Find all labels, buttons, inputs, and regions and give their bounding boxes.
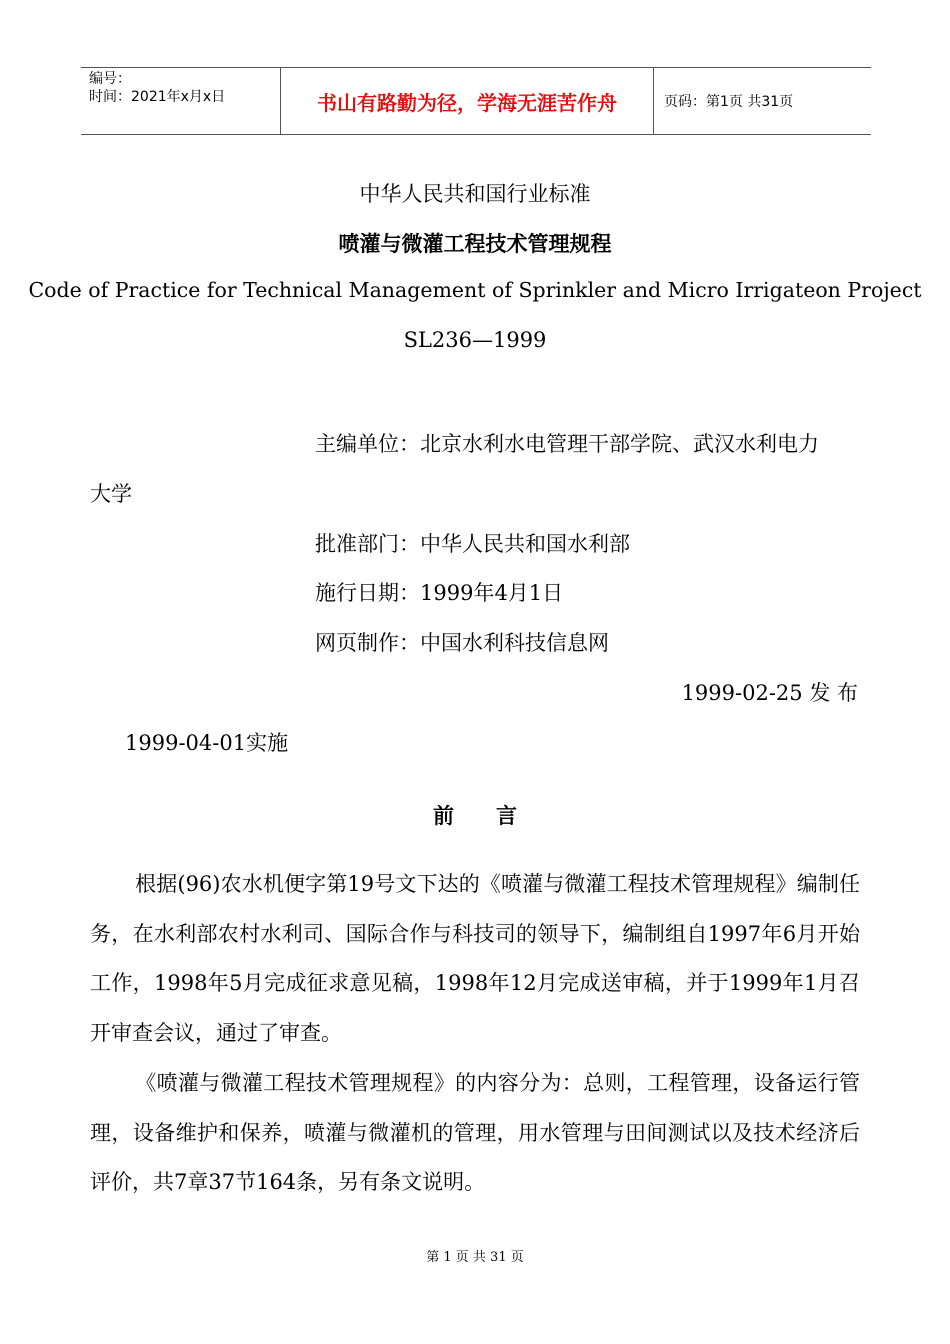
document-title: 喷灌与微灌工程技术管理规程 [338, 231, 612, 256]
publish-date: 1999-02-25 发 布 [681, 681, 858, 705]
effective-date-line: 施行日期：1999年4月1日 [315, 581, 564, 605]
preface-paragraph-1-text: 根据(96)农水机便字第19号文下达的《喷灌与微灌工程技术管理规程》编制任务，在水利部农村水利司、国际合作与科技司的领导下，编制组自1997年6月开始工作，1998年5月完成征求意见稿，1998年12月完成送审稿，并于1999年1月召开审查会议，通过了审查。 [90, 872, 860, 1045]
implement-date: 1999-04-01实施 [125, 731, 289, 755]
english-title: Code of Practice for Technical Management of Sprinkler and Micro Irrigateon Project [28, 278, 922, 302]
preface-heading: 前 言 [433, 803, 517, 828]
header-page-label: 页码：第1页 共31页 [664, 94, 794, 110]
number-label: 编号： [89, 71, 131, 87]
preface-paragraph-2-text: 《喷灌与微灌工程技术管理规程》的内容分为：总则，工程管理，设备运行管理，设备维护和保养，喷灌与微灌机的管理，用水管理与田间测试以及技术经济后评价，共7章37节164条，另有条文说明。 [90, 1071, 860, 1194]
approver-line: 批准部门：中华人民共和国水利部 [315, 532, 630, 556]
standard-code: SL236—1999 [403, 328, 547, 352]
header-table [81, 67, 871, 135]
preface-paragraph-2 [90, 1059, 860, 1208]
header-left-cell [81, 68, 281, 134]
editor-line-2: 大学 [90, 482, 132, 506]
editor-line-1: 主编单位：北京水利水电管理干部学院、武汉水利电力 [315, 432, 819, 456]
preface-paragraph-1 [90, 860, 860, 1058]
web-producer-line: 网页制作：中国水利科技信息网 [315, 631, 609, 655]
page-footer: 第 1 页 共 31 页 [426, 1250, 524, 1265]
time-label: 时间：2021年x月x日 [89, 89, 226, 105]
standard-label: 中华人民共和国行业标准 [359, 182, 591, 206]
header-motto: 书山有路勤为径，学海无涯苦作舟 [281, 68, 654, 134]
